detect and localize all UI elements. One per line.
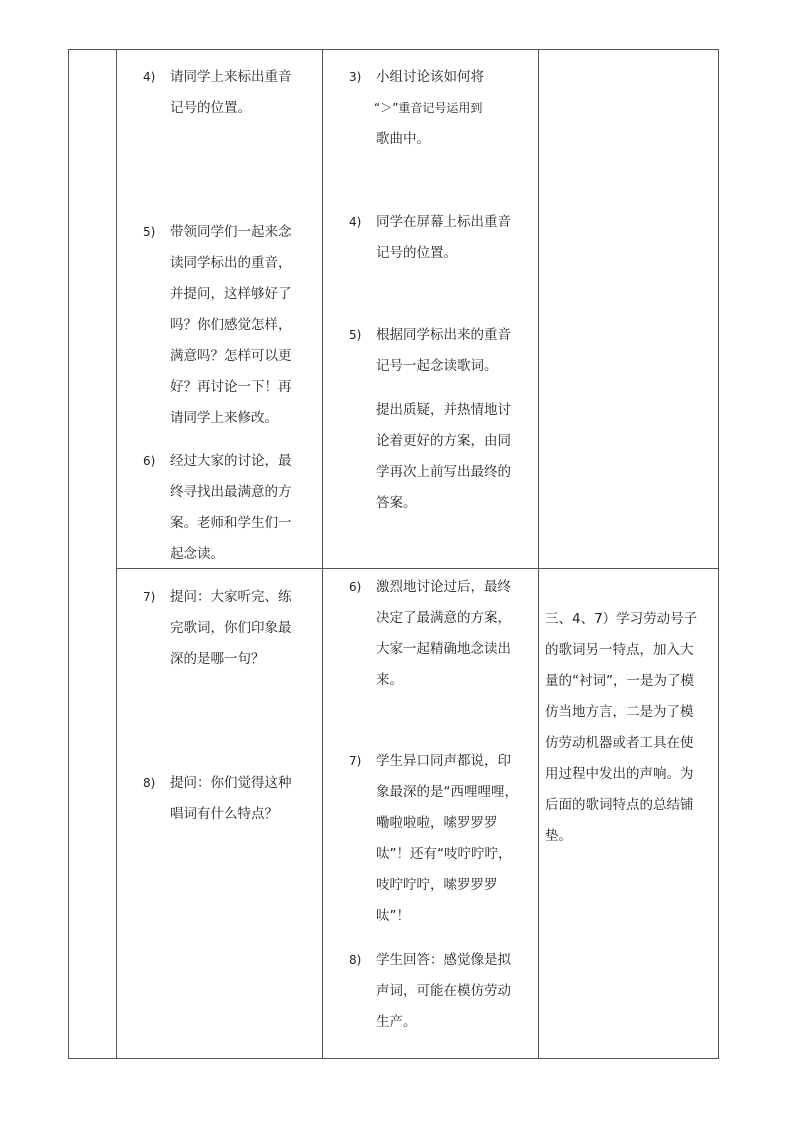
table-border-left xyxy=(68,49,69,1059)
column-divider-1 xyxy=(116,49,117,1059)
step-text-line: 小组讨论该如何将 xyxy=(376,69,484,85)
step-number: 7) xyxy=(349,754,362,768)
step-text: 提问：大家听完、练完歌词，你们印象最深的是哪一句？ xyxy=(170,589,292,667)
step-text: 根据同学标出来的重音记号一起念读歌词。 xyxy=(376,327,511,374)
step-number: 5) xyxy=(143,225,156,239)
step-text xyxy=(376,62,541,155)
step-number: 8) xyxy=(349,953,362,967)
step-number: 7) xyxy=(143,590,156,604)
step-text: 同学在屏幕上标出重音记号的位置。 xyxy=(376,214,511,261)
table-border-right xyxy=(718,49,719,1059)
table-border-bottom xyxy=(68,1058,719,1059)
step-text-line: “＞”重音记号运用到 xyxy=(374,101,483,115)
step-text: 请同学上来标出重音记号的位置。 xyxy=(170,69,292,116)
step-text-line: 歌曲中。 xyxy=(376,131,430,147)
student-note: 提出质疑，并热情地讨论着更好的方案，由同学再次上前写出最终的答案。 xyxy=(376,402,511,511)
column-divider-2 xyxy=(322,49,323,1059)
step-text: 学生回答：感觉像是拟声词，可能在模仿劳动生产。 xyxy=(376,952,511,1030)
step-text: 学生异口同声都说，印象最深的是“西哩哩哩，嘞啦啦啦，嗦罗罗罗呔”！还有“吱咛咛咛，吱咛咛咛，嗦罗罗罗呔”！ xyxy=(376,753,518,924)
step-number: 4) xyxy=(349,215,362,229)
step-number: 5) xyxy=(349,328,362,342)
step-number: 4) xyxy=(143,70,156,84)
design-intent-note: 三、4、7）学习劳动号子的歌词另一特点，加入大量的“衬词”，一是为了模仿当地方言，二是为了模仿劳动机器或者工具在使用过程中发出的声响。为后面的歌词特点的总结铺垫。 xyxy=(545,611,698,844)
step-text: 激烈地讨论过后，最终决定了最满意的方案，大家一起精确地念读出来。 xyxy=(376,579,511,688)
step-text: 提问：你们觉得这种唱词有什么特点？ xyxy=(170,775,292,822)
step-number: 3) xyxy=(349,70,362,84)
step-number: 6) xyxy=(349,580,362,594)
column-divider-3 xyxy=(538,49,539,1059)
step-number: 6) xyxy=(143,454,156,468)
step-text: 经过大家的讨论，最终寻找出最满意的方案。老师和学生们一起念读。 xyxy=(170,453,292,562)
step-text: 带领同学们一起来念读同学标出的重音，并提问，这样够好了吗？你们感觉怎样，满意吗？怎样可以更好？再讨论一下！再请同学上来修改。 xyxy=(170,224,292,426)
step-number: 8) xyxy=(143,776,156,790)
table-border-top xyxy=(68,49,719,50)
